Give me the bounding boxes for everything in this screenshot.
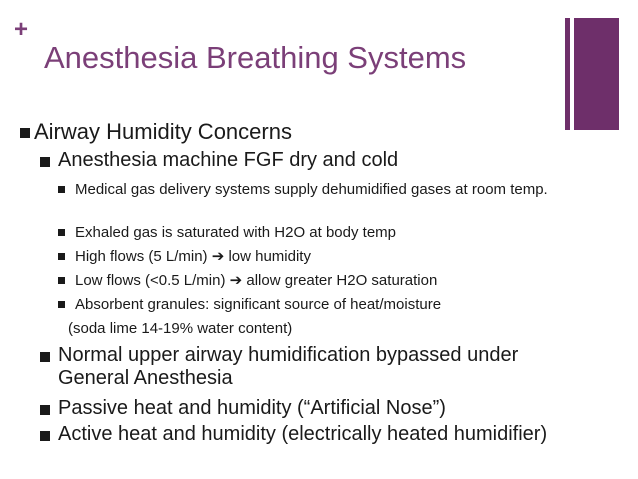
- square-bullet-icon: [58, 186, 65, 193]
- bullet-text: Absorbent granules: significant source of heat/moisture: [75, 296, 442, 313]
- square-bullet-icon: [58, 301, 65, 308]
- square-bullet-icon: [40, 431, 50, 441]
- square-bullet-icon: [40, 157, 50, 167]
- bullet-passive-heat: [40, 397, 598, 420]
- bullet-fgf-dry-cold: [40, 149, 598, 172]
- bullet-text: Airway Humidity Concerns: [34, 119, 292, 144]
- soda-lime-note: (soda lime 14-19% water content): [68, 320, 293, 337]
- bullet-airway-humidity: [20, 117, 292, 147]
- square-bullet-icon: [58, 277, 65, 284]
- bullet-text: Low flows (<0.5 L/min) ➔ allow greater H2O saturation: [75, 272, 438, 289]
- square-bullet-icon: [58, 229, 65, 236]
- bullet-text: Medical gas delivery systems supply dehumidified gases at room temp.: [75, 181, 548, 198]
- bullet-text: Passive heat and humidity (“Artificial Nose”): [58, 397, 446, 419]
- bullet-medical-gas: [58, 179, 605, 200]
- bullet-active-heat: [40, 423, 618, 446]
- bullet-text: Exhaled gas is saturated with H2O at body temp: [75, 224, 397, 241]
- bullet-absorbent-granules: [58, 294, 605, 315]
- plus-mark: +: [14, 16, 29, 43]
- bullet-upper-airway: [40, 344, 558, 390]
- bullet-high-flows: [58, 246, 605, 267]
- square-bullet-icon: [40, 352, 50, 362]
- bullet-text: Active heat and humidity (electrically heated humidifier): [58, 423, 548, 445]
- square-bullet-icon: [58, 253, 65, 260]
- bullet-text: Normal upper airway humidification bypassed under General Anesthesia: [58, 344, 519, 389]
- bullet-text: High flows (5 L/min) ➔ low humidity: [75, 248, 311, 265]
- slide-title: Anesthesia Breathing Systems: [44, 40, 467, 75]
- bullet-text: Anesthesia machine FGF dry and cold: [58, 149, 399, 171]
- square-bullet-icon: [20, 128, 30, 138]
- bullet-exhaled-gas: [58, 222, 605, 243]
- square-bullet-icon: [40, 405, 50, 415]
- bullet-low-flows: [58, 270, 605, 291]
